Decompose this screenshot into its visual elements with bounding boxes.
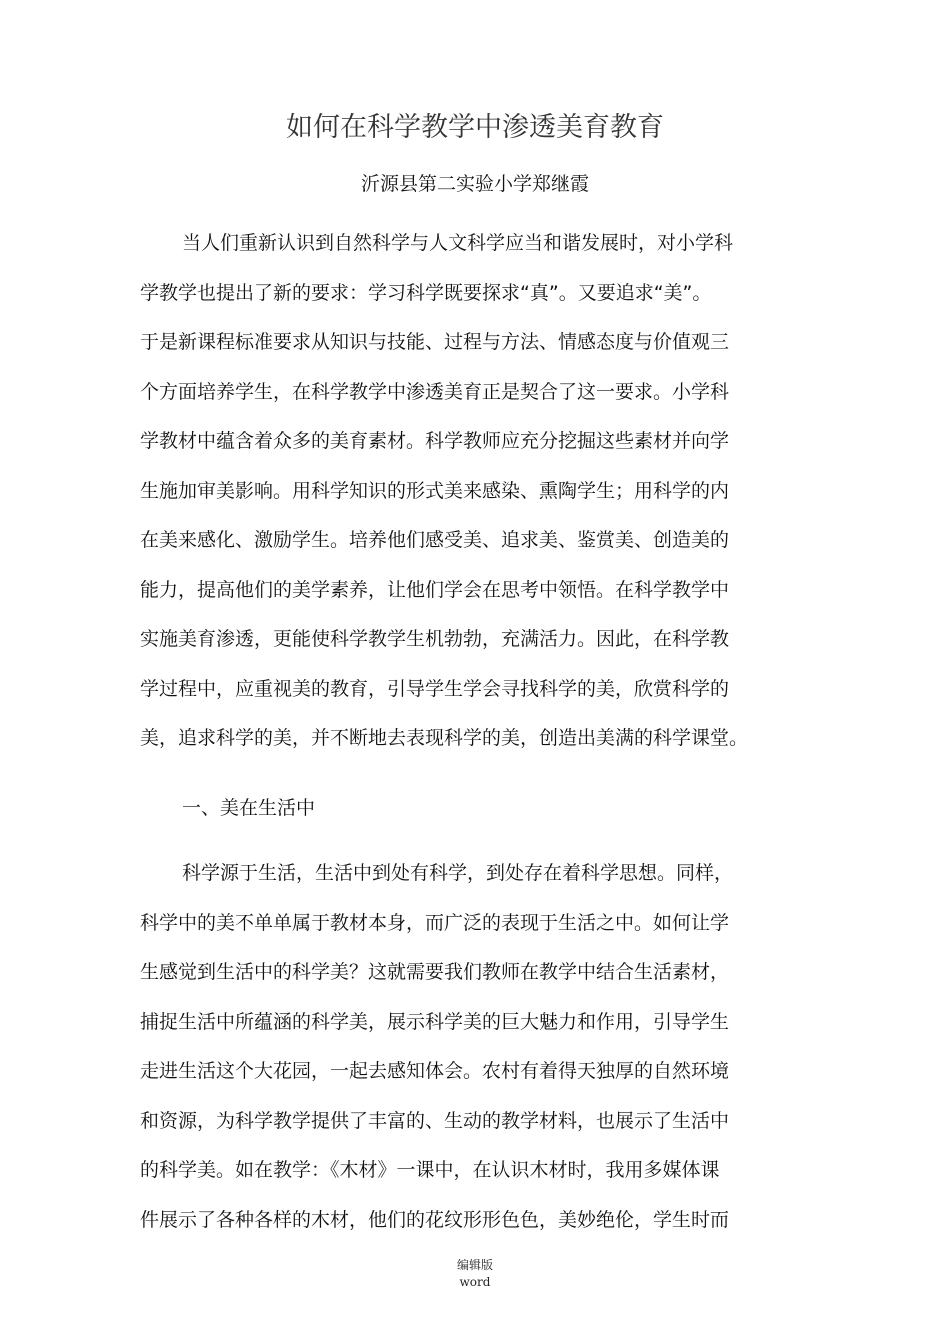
paragraph-line: 在美来感化、激励学生。培养他们感受美、追求美、鉴赏美、创造美的 (140, 529, 730, 551)
paragraph-line: 能力，提高他们的美学素养，让他们学会在思考中领悟。在科学教学中 (140, 578, 730, 601)
paragraph-line: 的科学美。如在教学：《木材》一课中，在认识木材时，我用多媒体课 (140, 1159, 720, 1181)
author-line: 沂源县第二实验小学郑继霞 (360, 173, 589, 195)
paragraph-line: 美，追求科学的美，并不断地去表现科学的美，创造出美满的科学课堂。 (140, 727, 749, 749)
intro-paragraph (140, 219, 830, 764)
paragraph-line: 捕捉生活中所蕴涵的科学美，展示科学美的巨大魅力和作用，引导学生 (140, 1010, 730, 1033)
section-paragraph (140, 849, 830, 1245)
document-title: 如何在科学教学中渗透美育教育 (286, 112, 664, 143)
paragraph-line: 和资源，为科学教学提供了丰富的、生动的教学材料，也展示了生活中 (140, 1109, 730, 1132)
paragraph-line: 科学中的美不单单属于教材本身，而广泛的表现于生活之中。如何让学 (140, 911, 730, 934)
paragraph-line: 当人们重新认识到自然科学与人文科学应当和谐发展时，对小学科 (182, 232, 734, 254)
paragraph-line: 件展示了各种各样的木材，他们的花纹形形色色，美妙绝伦，学生时而 (140, 1208, 730, 1231)
paragraph-line: 生施加审美影响。用科学知识的形式美来感染、熏陶学生；用科学的内 (140, 479, 730, 502)
section-heading: 一、美在生活中 (182, 797, 316, 819)
footer-word: word (459, 1275, 491, 1289)
paragraph-line: 科学源于生活，生活中到处有科学，到处存在着科学思想。同样， (182, 862, 734, 884)
paragraph-line: 个方面培养学生，在科学教学中渗透美育正是契合了这一要求。小学科 (140, 380, 730, 403)
paragraph-line: 实施美育渗透，更能使科学教学生机勃勃，充满活力。因此，在科学教 (140, 628, 730, 650)
paragraph-line: 学教材中蕴含着众多的美育素材。科学教师应充分挖掘这些素材并向学 (140, 430, 730, 452)
paragraph-line: 走进生活这个大花园，一起去感知体会。农村有着得天独厚的自然环境 (140, 1060, 730, 1082)
paragraph-line: 学教学也提出了新的要求：学习科学既要探求“真”。又要追求“美”。 (140, 281, 712, 304)
paragraph-line: 学过程中，应重视美的教育，引导学生学会寻找科学的美，欣赏科学的 (140, 677, 730, 700)
paragraph-line: 于是新课程标准要求从知识与技能、过程与方法、情感态度与价值观三 (140, 331, 730, 353)
paragraph-line: 生感觉到生活中的科学美？这就需要我们教师在教学中结合生活素材， (140, 961, 730, 983)
footer-label: 编辑版 (456, 1258, 493, 1272)
